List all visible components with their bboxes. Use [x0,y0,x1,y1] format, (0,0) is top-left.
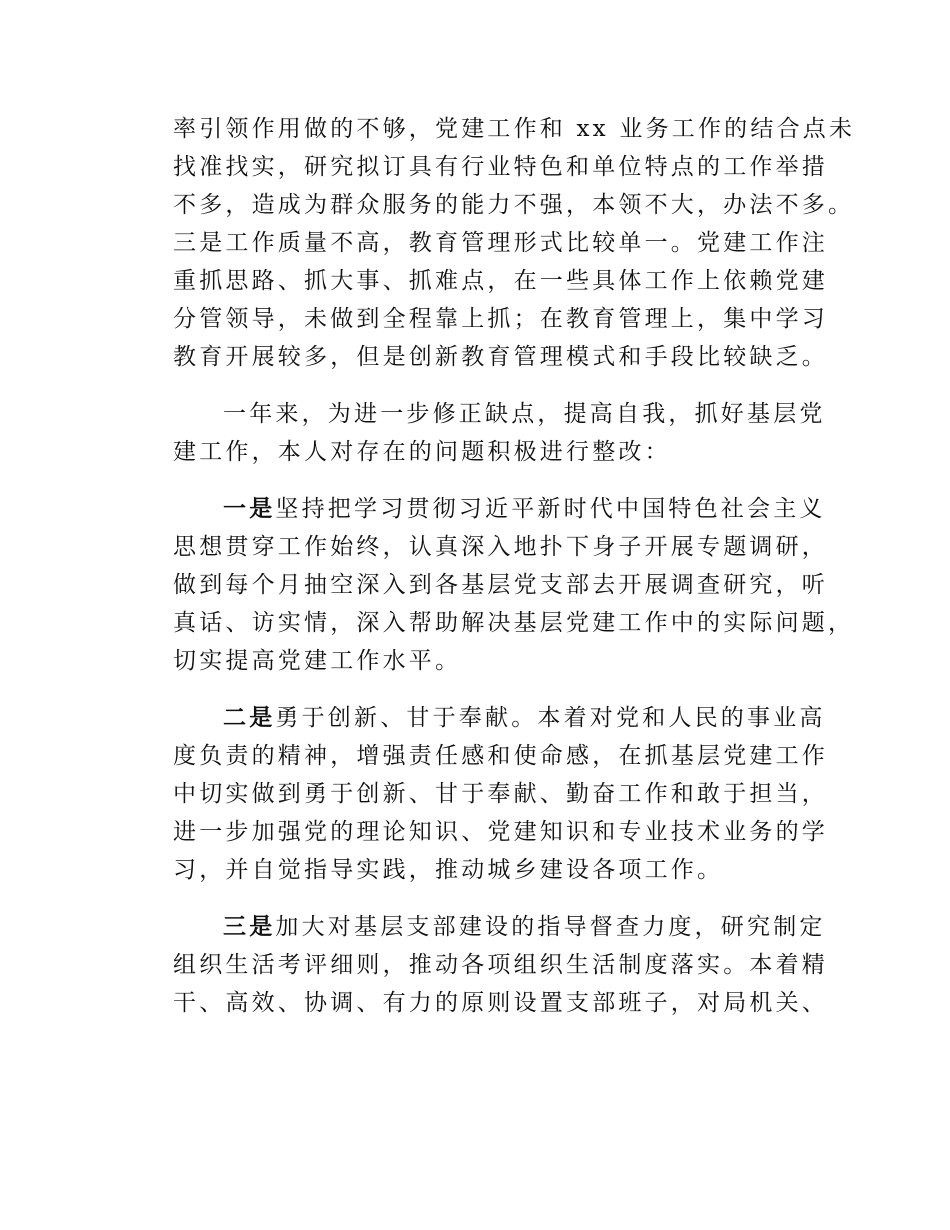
text-line-rest: 坚持把学习贯彻习近平新时代中国特色社会主义 [275,496,826,522]
text-line: 分管领导，未做到全程靠上抓；在教育管理上，集中学习 [173,306,828,332]
text-line: 三是工作质量不高，教育管理形式比较单一。党建工作注 [173,230,828,256]
paragraph-point-one [173,490,855,680]
paragraph-point-two [173,699,828,889]
text-line: 干、高效、协调、有力的原则设置支部班子，对局机关、 [173,990,828,1016]
text-line: 度负责的精神，增强责任感和使命感，在抓基层党建工作 [173,743,828,769]
text-line: 不多，造成为群众服务的能力不强，本领不大，办法不多。 [173,192,855,218]
text-line: 建工作，本人对存在的问题积极进行整改： [173,439,671,465]
point-lead: 三是 [223,913,276,940]
text-line-rest: 加大对基层支部建设的指导督查力度，研究制定 [275,914,826,940]
text-line [173,699,826,737]
text-line: 重抓思路、抓大事、抓难点，在一些具体工作上依赖党建 [173,268,828,294]
point-lead: 一是 [223,495,276,522]
text-line [173,908,826,946]
point-lead: 二是 [223,704,276,731]
text-line: 中切实做到勇于创新、甘于奉献、勤奋工作和敢于担当， [173,781,828,807]
text-line: 习，并自觉指导实践，推动城乡建设各项工作。 [173,857,724,883]
text-line: 真话、访实情，深入帮助解决基层党建工作中的实际问题， [173,610,855,636]
paragraph-point-three [173,908,828,1022]
text-line [173,490,826,528]
text-line: 做到每个月抽空深入到各基层党支部去开展调查研究，听 [173,572,828,598]
text-line: 思想贯穿工作始终，认真深入地扑下身子开展专题调研， [173,534,828,560]
text-line: 找准找实，研究拟订具有行业特色和单位特点的工作举措 [173,154,828,180]
text-line: 进一步加强党的理论知识、党建知识和专业技术业务的学 [173,819,828,845]
text-line: 切实提高党建工作水平。 [173,648,462,674]
text-line: 教育开展较多，但是创新教育管理模式和手段比较缺乏。 [173,344,828,370]
document-body [173,110,856,1022]
paragraph-problems-continued [173,110,856,376]
text-line-rest: 勇于创新、甘于奉献。本着对党和人民的事业高 [275,705,826,731]
text-line: 一年来，为进一步修正缺点，提高自我，抓好基层党 [223,401,826,427]
paragraph-rectification-intro [173,395,826,471]
text-line: 组织生活考评细则，推动各项组织生活制度落实。本着精 [173,952,828,978]
text-line: 率引领作用做的不够，党建工作和 xx 业务工作的结合点未 [173,116,856,142]
